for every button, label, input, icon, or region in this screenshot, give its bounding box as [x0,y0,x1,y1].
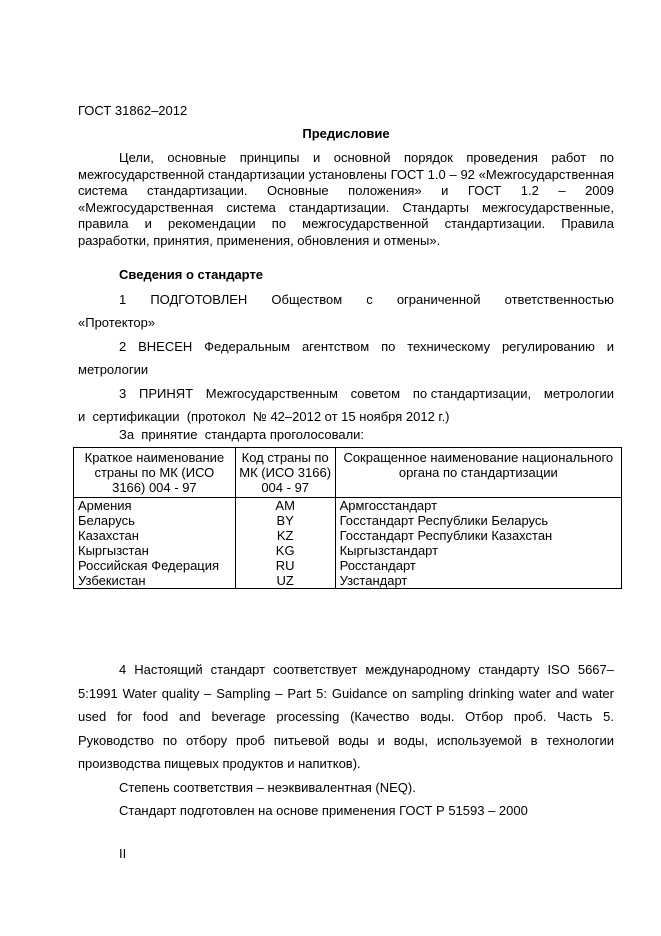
item-1-word: ограниченной [396,292,481,307]
foreword-body: Цели, основные принципы и основной порядок проведения работ по межгосударственной стандартизации установлены ГОСТ 1.0 – 92 «Межгосударственная система стандартизации. Основные положения» и ГОСТ 1.2 – 2009 «Межгосударственная система стандартизации. Стандарты межгосударственные, правила и рекомендации по межгосударственной стандартизации. Правила разработки, принятия, применения, обновления и отмены». [78,150,614,248]
header-country-code: Код страны по МК (ИСО 3166) 004 - 97 [235,448,335,498]
header-standards-body: Сокращенное наименование национального органа по стандартизации [335,448,621,498]
item-3-word: по стандартизации, [412,386,532,401]
item-1-line-2: «Протектор» [78,315,156,330]
table-row [74,513,622,528]
table-row [74,543,622,558]
conformity-degree: Степень соответствия – неэквивалентная (NEQ). [119,780,416,795]
item-1-line-1 [78,288,614,311]
item-1-keyword: ПОДГОТОВЛЕН [150,292,248,307]
table-row [74,573,622,589]
page-number: II [119,846,127,861]
item-3-word: метрологии [543,386,614,401]
about-standard-heading: Сведения о стандарте [119,267,264,282]
standards-body: Узстандарт [335,573,621,589]
standards-body: Росстандарт [335,558,621,573]
country-code: BY [235,513,335,528]
table-row [74,528,622,543]
standards-body: Кыргызстандарт [335,543,621,558]
header-country-name: Краткое наименование страны по МК (ИСО 3166) 004 - 97 [74,448,236,498]
country-code: KG [235,543,335,558]
country-code: RU [235,558,335,573]
country-name: Беларусь [74,513,236,528]
member-states-table [73,447,622,589]
table-header-row [74,448,622,498]
item-3-adopted [78,382,614,428]
foreword-title: Предисловие [302,126,390,141]
item-3-line-2: и сертификации (протокол № 42–2012 от 15 ноября 2012 г.) [78,409,450,424]
country-name: Кыргызстан [74,543,236,558]
table-row [74,558,622,573]
item-4-international-correspondence: 4 Настоящий стандарт соответствует международному стандарту ISO 5667–5:1991 Water quality – Sampling – Part 5: Guidance on sampling drinking water and water used for food and beverage processing (Качество воды. Отбор проб. Часть 5. Руководство по отбору проб питьевой воды и воды, используемой в технологии производства пищевых продуктов и напитков). [78,662,614,771]
item-1-prepared [78,288,614,334]
country-code: KZ [235,528,335,543]
item-1-word: с [366,292,373,307]
item-2-introduced: 2 ВНЕСЕН Федеральным агентством по техническому регулированию и метрологии [78,339,614,377]
item-3-word: Межгосударственным [205,386,338,401]
item-1-number: 1 [119,292,127,307]
voted-intro: За принятие стандарта проголосовали: [119,427,365,442]
country-code: UZ [235,573,335,589]
item-1-word: Обществом [271,292,343,307]
table-row [74,498,622,514]
item-3-word: советом [350,386,401,401]
document-code: ГОСТ 31862–2012 [78,103,188,118]
item-1-word: ответственностью [504,292,614,307]
country-name: Казахстан [74,528,236,543]
item-3-number: 3 [119,386,127,401]
country-name: Российская Федерация [74,558,236,573]
standards-body: Армгосстандарт [335,498,621,514]
item-3-line-1 [78,382,614,405]
basis-statement: Стандарт подготовлен на основе применения ГОСТ Р 51593 – 2000 [119,803,528,818]
standards-body: Госстандарт Республики Казахстан [335,528,621,543]
country-name: Армения [74,498,236,514]
standards-body: Госстандарт Республики Беларусь [335,513,621,528]
item-3-keyword: ПРИНЯТ [138,386,194,401]
country-name: Узбекистан [74,573,236,589]
country-code: AM [235,498,335,514]
